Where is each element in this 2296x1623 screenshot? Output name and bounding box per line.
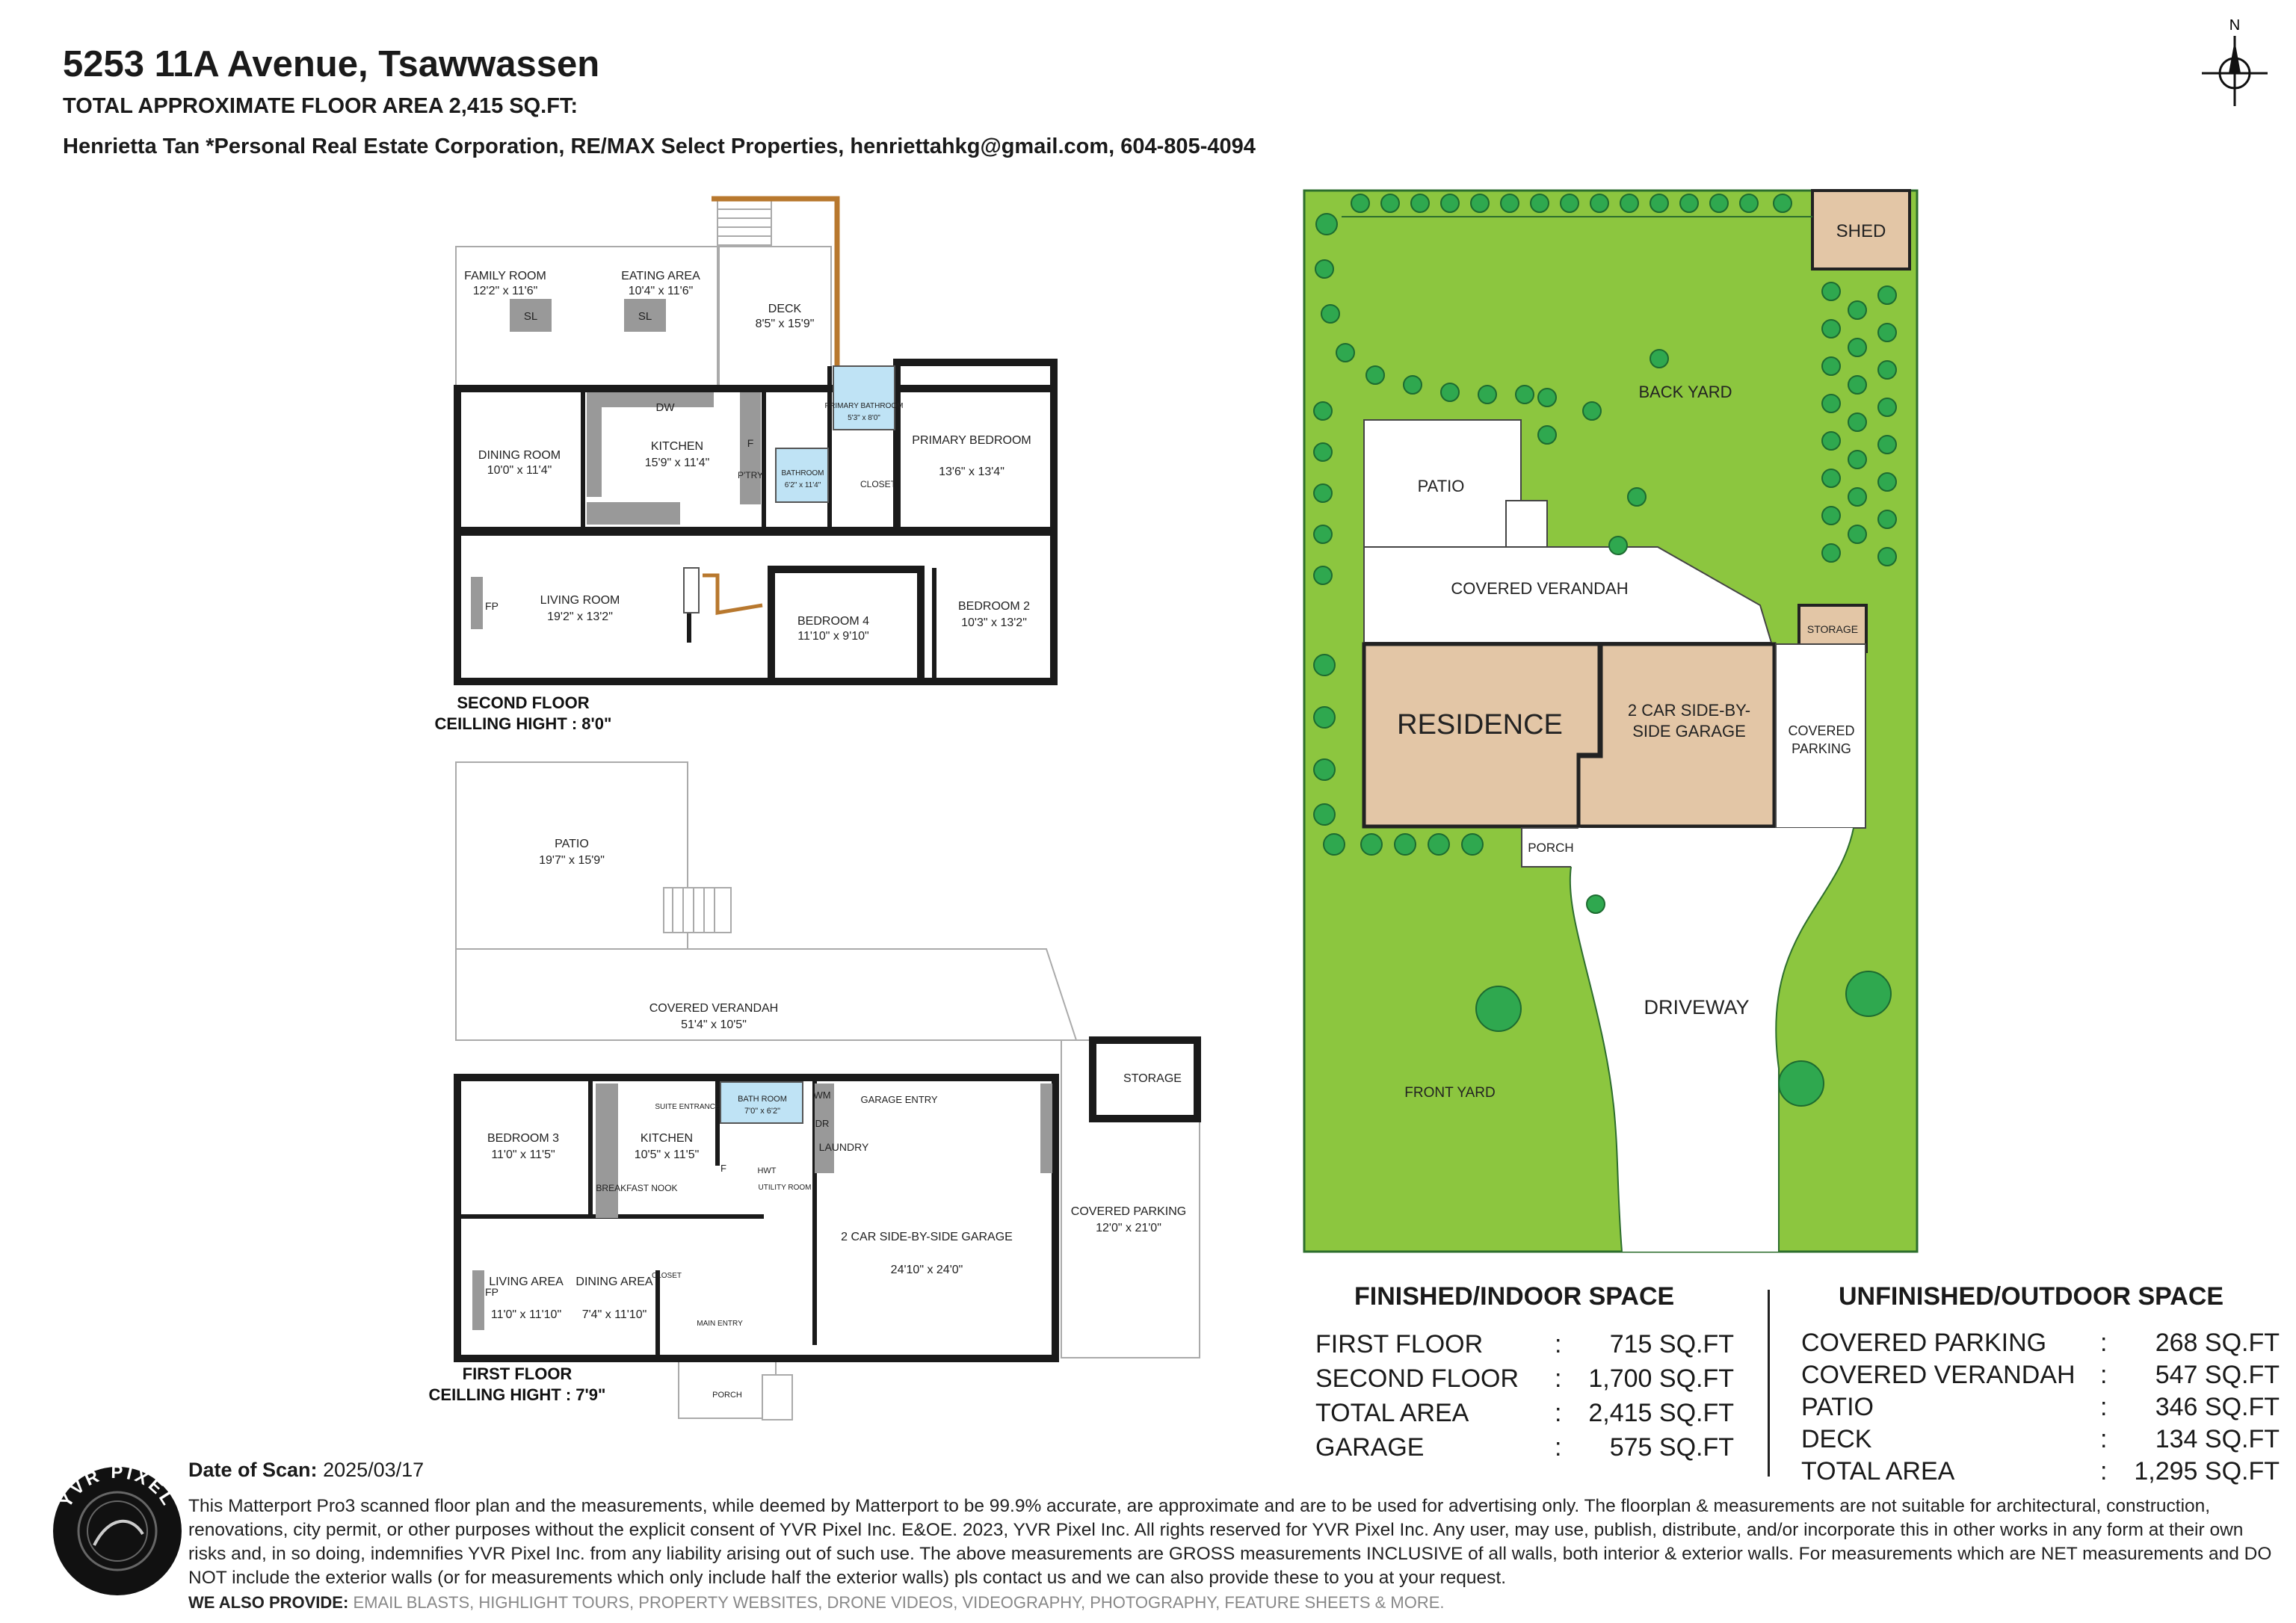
room-kitchen-1f-dim: 10'5" x 11'5" bbox=[634, 1149, 700, 1161]
property-address: 5253 11A Avenue, Tsawwassen bbox=[63, 44, 600, 84]
site-plan bbox=[1300, 187, 1921, 1255]
disclaimer: This Matterport Pro3 scanned floor plan and the measurements, while deemed by Matterport to be 99.9% accurate, are approximate and are to be used for advertising only. The floorplan & measurements are not suitable for architectural, construction, renovations, city permit, or other purposes without the explicit consent of YVR Pixel Inc. E&OE. 2023, YVR Pixel Inc. All rights reserved for YVR Pixel Inc. Any user, may use, publish, distribute, and/or incorporate this in other works in any form at their own risks and, in so doing, indemnifies YVR Pixel Inc. from any liability arising out of such use. The above measurements are GROSS measurements INCLUSIVE of all walls, both interior & exterior walls. For measurements which are NET measurements and DO NOT include the exterior walls (or for measurements which only include half the exterior walls) pls contact us and we can also provide these to you at your request. bbox=[188, 1496, 2272, 1588]
compass-north-label: N bbox=[2229, 17, 2241, 34]
room-bedroom-4-dim: 11'10" x 9'10" bbox=[797, 630, 869, 643]
agent-contact: Henrietta Tan *Personal Real Estate Corporation, RE/MAX Select Properties, henriettahkg@gmail.com, 604-805-4094 bbox=[63, 135, 1256, 158]
fixture-main-entry: MAIN ENTRY bbox=[697, 1320, 743, 1328]
room-kitchen-1f: KITCHEN bbox=[640, 1132, 694, 1145]
unfinished-heading: UNFINISHED/OUTDOOR SPACE bbox=[1839, 1282, 2224, 1311]
table-divider bbox=[1768, 1290, 1770, 1477]
room-bedroom-2: BEDROOM 2 bbox=[957, 600, 1031, 613]
fixture-utility-room: UTILITY ROOM bbox=[758, 1184, 812, 1192]
room-eating-area: EATING AREA bbox=[621, 270, 700, 282]
room-dining-area: DINING AREA bbox=[575, 1276, 653, 1288]
unfinished-row: COVERED PARKING : 268 SQ.FT bbox=[1801, 1329, 2280, 1357]
room-garage-entry: GARAGE ENTRY bbox=[860, 1094, 938, 1105]
fixture-fireplace-2f: FP bbox=[485, 600, 499, 612]
finished-row: SECOND FLOOR : 1,700 SQ.FT bbox=[1315, 1364, 1734, 1393]
site-residence: RESIDENCE bbox=[1397, 709, 1563, 741]
site-garage-line2: SIDE GARAGE bbox=[1632, 722, 1746, 741]
room-family-room: FAMILY ROOM bbox=[464, 270, 546, 282]
unfinished-row: COVERED VERANDAH : 547 SQ.FT bbox=[1801, 1361, 2280, 1389]
fixture-breakfast-nook: BREAKFAST NOOK bbox=[596, 1183, 678, 1193]
room-kitchen-2f: KITCHEN bbox=[650, 440, 704, 453]
floor-plans bbox=[0, 0, 1271, 1442]
closet-2f: CLOSET bbox=[860, 479, 897, 489]
room-dining-room: DINING ROOM bbox=[478, 449, 561, 462]
room-patio-1f-dim: 19'7" x 15'9" bbox=[539, 854, 605, 867]
second-floor-label: SECOND FLOOR bbox=[457, 693, 590, 712]
fixture-sl-2: SL bbox=[638, 310, 652, 323]
room-storage-1f: STORAGE bbox=[1123, 1072, 1182, 1085]
services-list: WE ALSO PROVIDE: EMAIL BLASTS, HIGHLIGHT TOURS, PROPERTY WEBSITES, DRONE VIDEOS, VIDEOGRAPHY, PHOTOGRAPHY, FEATURE SHEETS & MORE. bbox=[188, 1593, 1445, 1612]
room-porch-1f: PORCH bbox=[712, 1391, 742, 1400]
fixture-laundry: LAUNDRY bbox=[818, 1141, 869, 1153]
first-floor-ceiling: CEILLING HIGHT : 7'9" bbox=[428, 1385, 606, 1404]
room-bedroom-3-dim: 11'0" x 11'5" bbox=[491, 1149, 555, 1161]
room-primary-bedroom: PRIMARY BEDROOM bbox=[912, 434, 1031, 447]
site-porch: PORCH bbox=[1528, 841, 1574, 855]
site-garage-line1: 2 CAR SIDE-BY- bbox=[1627, 701, 1751, 720]
room-bedroom-4: BEDROOM 4 bbox=[797, 615, 870, 628]
yvr-pixel-logo bbox=[49, 1463, 185, 1599]
room-bedroom-2-dim: 10'3" x 13'2" bbox=[961, 616, 1027, 629]
finished-row: TOTAL AREA : 2,415 SQ.FT bbox=[1315, 1399, 1734, 1427]
room-living-room: LIVING ROOM bbox=[540, 594, 620, 607]
site-back-yard: BACK YARD bbox=[1638, 383, 1732, 401]
room-garage-1f: 2 CAR SIDE-BY-SIDE GARAGE bbox=[841, 1231, 1013, 1243]
room-bathroom-2f: BATHROOM bbox=[781, 469, 824, 477]
room-covered-verandah-1f: COVERED VERANDAH bbox=[649, 1002, 779, 1015]
fixture-fireplace-1f: FP bbox=[485, 1286, 499, 1298]
room-covered-parking-1f-dim: 12'0" x 21'0" bbox=[1096, 1222, 1161, 1234]
site-driveway: DRIVEWAY bbox=[1644, 996, 1750, 1018]
room-primary-bedroom-dim: 13'6" x 13'4" bbox=[939, 466, 1004, 478]
room-bathroom-1f: BATH ROOM bbox=[738, 1095, 787, 1104]
fixture-washer: WM bbox=[813, 1089, 831, 1101]
room-kitchen-2f-dim: 15'9" x 11'4" bbox=[644, 457, 710, 469]
room-living-area-dim: 11'0" x 11'10" bbox=[490, 1308, 562, 1321]
room-bathroom-2f-dim: 6'2" x 11'4" bbox=[784, 481, 821, 489]
logo-text: YVR PIXEL bbox=[55, 1463, 179, 1512]
room-covered-verandah-1f-dim: 51'4" x 10'5" bbox=[681, 1018, 747, 1031]
room-bathroom-1f-dim: 7'0" x 6'2" bbox=[744, 1107, 781, 1116]
first-floor-label: FIRST FLOOR bbox=[462, 1364, 573, 1383]
unfinished-row: TOTAL AREA : 1,295 SQ.FT bbox=[1801, 1457, 2280, 1486]
site-covered-parking-line2: PARKING bbox=[1792, 741, 1851, 756]
unfinished-row: PATIO : 346 SQ.FT bbox=[1801, 1393, 2280, 1421]
finished-heading: FINISHED/INDOOR SPACE bbox=[1354, 1282, 1675, 1311]
second-floor-ceiling: CEILLING HIGHT : 8'0" bbox=[434, 714, 612, 733]
site-covered-parking-line1: COVERED bbox=[1788, 723, 1855, 738]
fixture-dw: DW bbox=[655, 401, 675, 414]
site-patio: PATIO bbox=[1417, 477, 1465, 495]
room-living-room-dim: 19'2" x 13'2" bbox=[547, 610, 613, 623]
room-primary-bathroom-dim: 5'3" x 8'0" bbox=[848, 414, 880, 422]
fixture-hwt: HWT bbox=[757, 1166, 777, 1175]
room-covered-parking-1f: COVERED PARKING bbox=[1070, 1205, 1187, 1218]
room-family-room-dim: 12'2" x 11'6" bbox=[472, 285, 538, 297]
site-covered-verandah: COVERED VERANDAH bbox=[1451, 579, 1629, 598]
room-living-area: LIVING AREA bbox=[489, 1276, 564, 1288]
scan-date: Date of Scan: 2025/03/17 bbox=[188, 1459, 425, 1481]
room-primary-bathroom: PRIMARY BATHROOM bbox=[824, 402, 904, 410]
room-garage-1f-dim: 24'10" x 24'0" bbox=[890, 1264, 963, 1276]
fixture-dryer: DR bbox=[815, 1118, 830, 1129]
room-patio-1f: PATIO bbox=[555, 838, 589, 850]
room-bedroom-3: BEDROOM 3 bbox=[487, 1132, 560, 1145]
room-eating-area-dim: 10'4" x 11'6" bbox=[628, 285, 694, 297]
finished-row: GARAGE : 575 SQ.FT bbox=[1315, 1433, 1734, 1462]
site-front-yard: FRONT YARD bbox=[1404, 1085, 1496, 1101]
total-floor-area: TOTAL APPROXIMATE FLOOR AREA 2,415 SQ.FT: bbox=[63, 94, 578, 118]
site-shed: SHED bbox=[1836, 221, 1886, 241]
fixture-fridge: F bbox=[747, 437, 754, 449]
fixture-pantry: P'TRY bbox=[737, 470, 764, 480]
room-dining-room-dim: 10'0" x 11'4" bbox=[487, 464, 552, 477]
site-storage: STORAGE bbox=[1806, 623, 1859, 635]
unfinished-row: DECK : 134 SQ.FT bbox=[1801, 1425, 2280, 1453]
room-deck-dim: 8'5" x 15'9" bbox=[755, 318, 815, 330]
closet-1f: CLOSET bbox=[651, 1272, 682, 1280]
fixture-fridge-1f: F bbox=[720, 1163, 726, 1174]
fixture-suite-entrance: SUITE ENTRANCE bbox=[655, 1103, 720, 1111]
room-deck: DECK bbox=[768, 303, 802, 315]
finished-row: FIRST FLOOR : 715 SQ.FT bbox=[1315, 1330, 1734, 1358]
room-dining-area-dim: 7'4" x 11'10" bbox=[581, 1308, 647, 1321]
compass-icon bbox=[2197, 13, 2272, 111]
fixture-sl-1: SL bbox=[523, 310, 538, 323]
